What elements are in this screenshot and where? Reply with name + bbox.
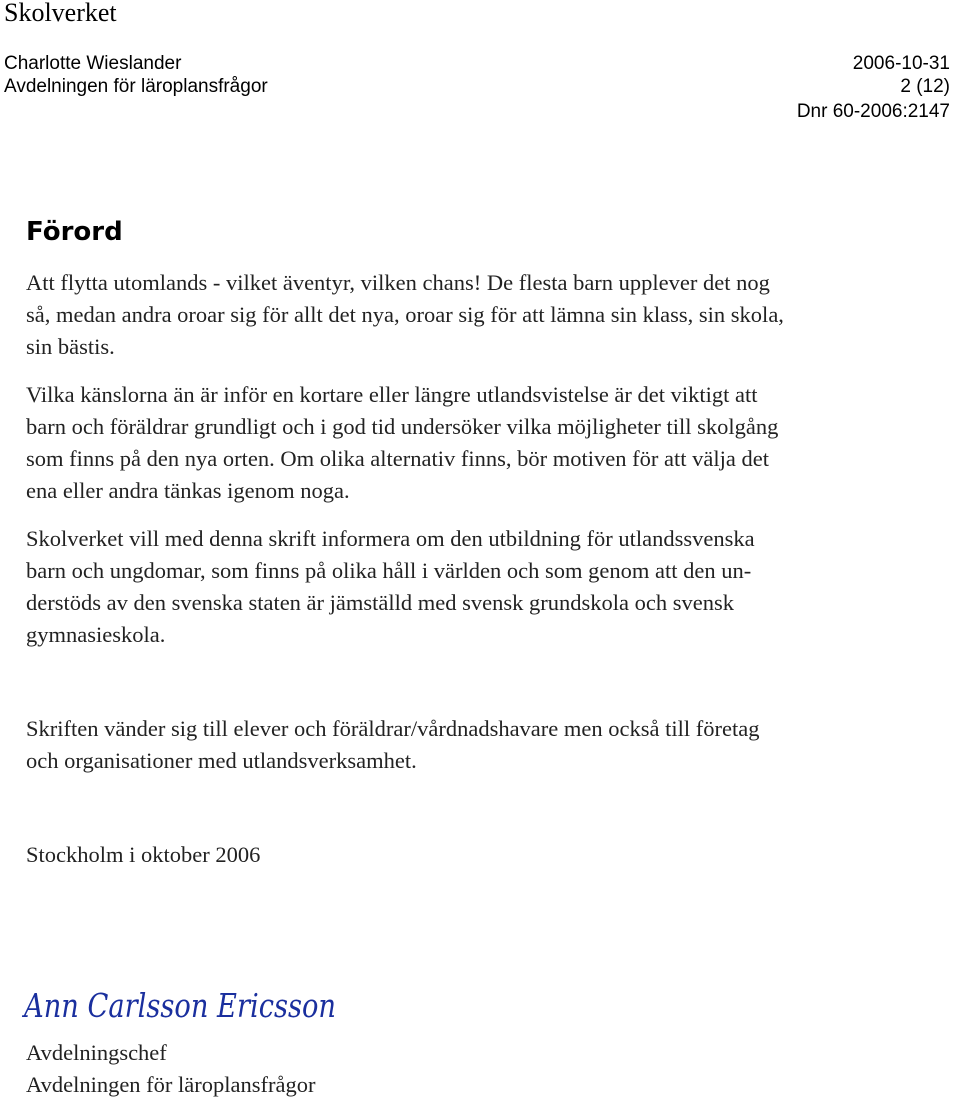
paragraph-intro	[26, 267, 960, 363]
author-name: Charlotte Wieslander	[4, 53, 182, 74]
document-date: 2006-10-31	[852, 53, 950, 74]
paragraph-line: och organisationer med utlandsverksamhet.	[26, 748, 417, 773]
paragraph-purpose	[26, 523, 960, 651]
signature-name: Ann Carlsson Ericsson	[21, 986, 336, 1025]
page-number: 2 (12)	[900, 76, 950, 97]
signature	[21, 982, 354, 1028]
paragraph-line: Skriften vänder sig till elever och föräldrar/vårdnadshavare men också till företag	[26, 716, 760, 741]
paragraph-feelings	[26, 379, 960, 507]
paragraph-line: Att flytta utomlands - vilket äventyr, vilken chans! De flesta barn upplever det nog	[26, 270, 770, 295]
paragraph-line: så, medan andra oroar sig för allt det nya, oroar sig för att lämna sin klass, sin skola,	[26, 302, 784, 327]
paragraph-line: Skolverket vill med denna skrift informera om den utbildning för utlandssvenska	[26, 526, 755, 551]
paragraph-audience	[26, 713, 960, 777]
signatory-title: Avdelningschef	[26, 1040, 167, 1065]
organization-name: Skolverket	[4, 0, 117, 27]
paragraph-line: gymnasieskola.	[26, 622, 166, 647]
signatory-department: Avdelningen för läroplansfrågor	[26, 1072, 316, 1097]
paragraph-line: barn och ungdomar, som finns på olika håll i världen och som genom att den un-	[26, 558, 752, 583]
paragraph-line: sin bästis.	[26, 334, 115, 359]
place-date: Stockholm i oktober 2006	[26, 842, 261, 867]
paragraph-line: som finns på den nya orten. Om olika alternativ finns, bör motiven för att välja det	[26, 446, 769, 471]
paragraph-line: derstöds av den svenska staten är jämställd med svensk grundskola och svensk	[26, 590, 734, 615]
paragraph-line: ena eller andra tänkas igenom noga.	[26, 478, 350, 503]
reference-number: Dnr 60-2006:2147	[796, 101, 950, 122]
section-heading: Förord	[26, 217, 123, 247]
paragraph-line: barn och föräldrar grundligt och i god tid undersöker vilka möjligheter till skolgång	[26, 414, 779, 439]
header-department: Avdelningen för läroplansfrågor	[4, 76, 268, 97]
paragraph-line: Vilka känslorna än är inför en kortare eller längre utlandsvistelse är det viktigt att	[26, 382, 758, 407]
